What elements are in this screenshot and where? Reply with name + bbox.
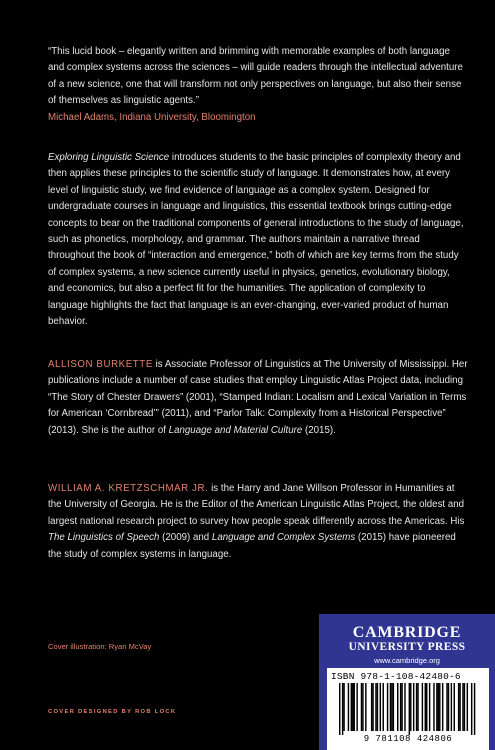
barcode-bar [462, 683, 463, 731]
barcode-bar [409, 683, 410, 735]
description-text: introduces students to the basic principles of complexity theory and then applies these principles to the scientific study of language. It demonstrates how, at every level of linguistic study, we find evidence of language as a complex system. Designed for undergraduate courses in language and linguistics, this essential textbook brings cutting-edge concepts to bear on the traditional components of general introductions to the study of language, such as phonetics, morphology, and grammar. The authors maintain a narrative thread throughout the book of “interaction and emergence,” both of which are key terms from the study of complex systems, a new science currently useful in physics, genetics, evolutionary biology, and economics, but also a perfect fit for the humanities. The application of complexity to language highlights the fact that language is an ever-changing, ever-varied product of human behavior. [48, 152, 464, 328]
barcode-bar [365, 683, 366, 731]
barcode-bar [348, 683, 349, 731]
barcode-icon [339, 683, 479, 735]
bio-mid: (2009) and [159, 532, 212, 544]
barcode-bar [351, 683, 352, 731]
barcode-bar [446, 683, 447, 731]
barcode-bar [471, 683, 472, 735]
book-title: Exploring Linguistic Science [48, 152, 170, 163]
barcode-bar [436, 683, 437, 731]
bio-book-title-2: Language and Complex Systems [211, 532, 356, 544]
barcode-number: 9 781108 424806 [363, 734, 453, 744]
barcode-bar [439, 683, 440, 731]
barcode-bar [393, 683, 394, 731]
barcode-bar [451, 683, 452, 731]
quote-attribution: Michael Adams, Indiana University, Bloomington [48, 111, 256, 123]
barcode-bar [454, 683, 455, 731]
author-bio-burkette [48, 357, 468, 439]
barcode-bar [401, 683, 402, 731]
author-name-burkette: ALLISON BURKETTE [48, 359, 153, 370]
barcode-bar [458, 683, 459, 731]
barcode-bar [397, 683, 398, 731]
barcode-bar [467, 683, 468, 731]
barcode-bar [464, 683, 465, 731]
bio-book-title: Language and Material Culture [168, 424, 303, 436]
barcode-bar [352, 683, 353, 731]
barcode-bar [433, 683, 434, 731]
barcode-bar [380, 683, 381, 731]
bio-text-burkette: is Associate Professor of Linguistics at The University of Mississippi. Her publications include a number of case studies that employ Linguistic Atlas Project data, including “The Story of Chester Drawers” (2001), “Stamped Indian: Localism and Lexical Variation in Terms for American ‘Cornbread’” (2011), and “Parlor Talk: Complexity from a Historical Perspective” (2013). She is the author of [48, 359, 468, 436]
barcode-bar [354, 683, 355, 731]
barcode-bar [400, 683, 401, 731]
barcode-bar [339, 683, 340, 735]
barcode-bar [390, 683, 391, 731]
barcode-panel [327, 668, 489, 750]
publisher-press: UNIVERSITY PRESS [348, 641, 466, 653]
barcode-bar [391, 683, 392, 731]
author-bio-kretzschmar [48, 481, 468, 563]
author-name-kretzschmar: WILLIAM A. KRETZSCHMAR JR. [48, 483, 209, 494]
barcode-bar [448, 683, 449, 731]
bio-end: (2015). [302, 424, 336, 436]
barcode-bar [474, 683, 475, 735]
barcode-bar [416, 683, 417, 731]
barcode-bar [371, 683, 372, 731]
barcode-bar [362, 683, 363, 731]
barcode-bar [438, 683, 439, 731]
book-description [48, 150, 468, 330]
publisher-name: CAMBRIDGE [352, 624, 462, 641]
endorsement-quote [48, 44, 468, 126]
barcode-bar [417, 683, 418, 731]
quote-text: “This lucid book – elegantly written and brimming with memorable examples of both language and complex systems across the sciences – will guide readers through the intellectual adventure of a new science, one that will transform not only perspectives on language, but also their sense of themselves as linguistic agents.” [48, 46, 463, 107]
barcode-bar [413, 683, 414, 731]
barcode-bar [426, 683, 427, 731]
barcode-bar [356, 683, 357, 731]
cover-illustration-credit: Cover illustration: Ryan McVay [48, 642, 152, 651]
cover-design-credit: COVER DESIGNED BY ROB LOCK [48, 709, 177, 715]
barcode-bar [383, 683, 384, 731]
barcode-bar [361, 683, 362, 731]
barcode-bar [343, 683, 344, 731]
isbn-label: ISBN 978-1-108-42480-6 [331, 671, 461, 682]
barcode-bar [429, 683, 430, 731]
barcode-bar [342, 683, 343, 735]
barcode-bar [404, 683, 405, 731]
barcode-bar [372, 683, 373, 731]
barcode-bar [377, 683, 378, 731]
barcode-bar [442, 683, 443, 731]
barcode-bar [387, 683, 388, 731]
barcode-bar [425, 683, 426, 731]
barcode-bar [410, 683, 411, 731]
bio-book-title-1: The Linguistics of Speech [48, 532, 160, 544]
barcode-bar [459, 683, 460, 731]
bio-end-2: (2015) have pioneered the study of complex systems in language. [48, 532, 456, 560]
bio-text-kretzschmar: is the Harry and Jane Willson Professor in Humanities at the University of Georgia. He is the Editor of the American Linguistic Atlas Project, the oldest and largest national research project to survey how people speak differently across the Americas. His [48, 483, 465, 527]
publisher-logo-block [319, 614, 495, 750]
barcode-bar [375, 683, 376, 731]
publisher-url: www.cambridge.org [374, 656, 440, 665]
barcode-bar [422, 683, 423, 731]
